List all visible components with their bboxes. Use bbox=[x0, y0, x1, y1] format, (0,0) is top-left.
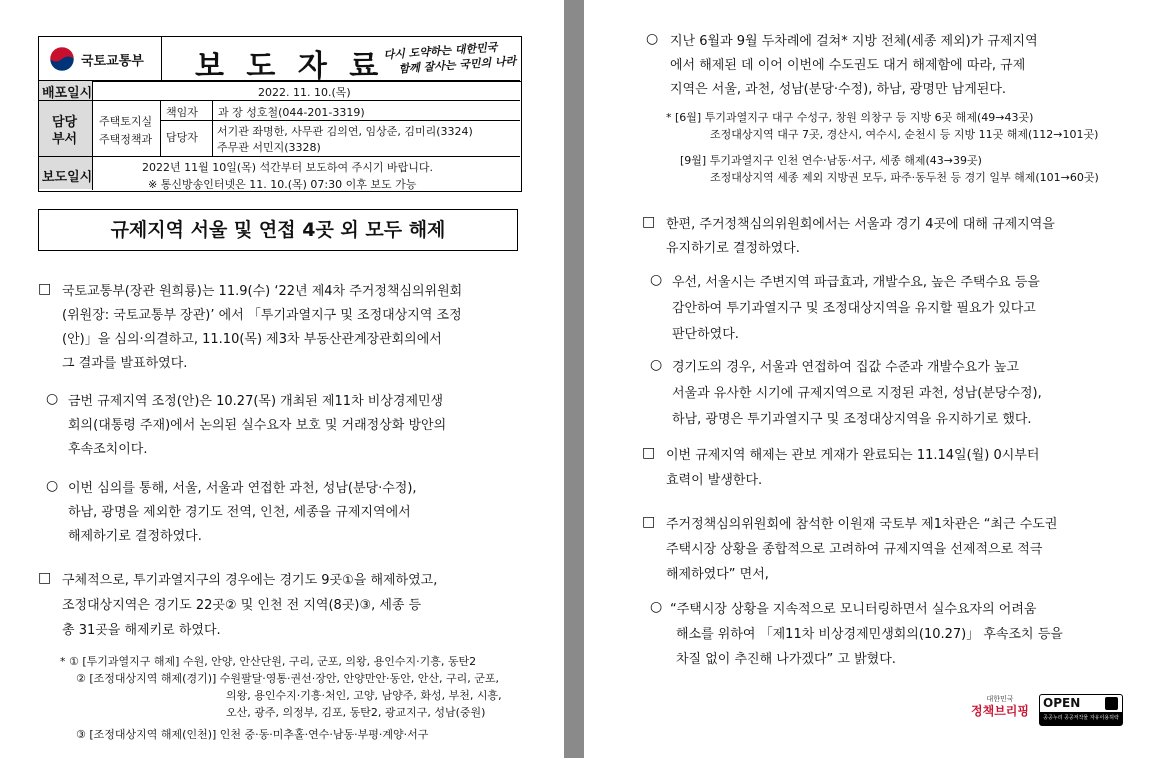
text-line: 지난 6월과 9월 두차례에 걸쳐* 지방 전체(세종 제외)가 규제지역 bbox=[670, 34, 1038, 49]
dept-name-2: 주택정책과 bbox=[99, 133, 153, 146]
text-line: 효력이 발생한다. bbox=[666, 473, 763, 488]
text-line: 국토교통부(장관 원희룡)는 11.9(수) ‘22년 제4차 주거정책심의위원회 bbox=[62, 284, 463, 299]
release-label: 보도일시 bbox=[42, 170, 93, 185]
text-line: 해제하기로 결정하였다. bbox=[68, 529, 202, 544]
right-paragraph-1 bbox=[670, 30, 1038, 102]
resp-value: 과 장 성호철(044-201-3319) bbox=[218, 106, 365, 119]
footnote-1: * ① [투기과열지구 해제] 수원, 안양, 안산단원, 구리, 군포, 의왕, 용인수지·기흥, 동탄2 bbox=[60, 655, 477, 668]
slogan bbox=[383, 38, 517, 77]
right-paragraph-7 bbox=[670, 597, 1063, 672]
briefing-text: 정책브리핑 bbox=[971, 704, 1029, 718]
text-line: 감안하여 투기과열지구 및 조정대상지역을 유지할 필요가 있다고 bbox=[672, 301, 1036, 316]
text-line: 한편, 주거정책심의위원회에서는 서울과 경기 4곳에 대해 규제지역을 bbox=[666, 217, 1055, 232]
dept-name-1: 주택토지실 bbox=[99, 115, 153, 128]
text-line: [9월] 투기과열지구 인천 연수·남동·서구, 세종 해제(43→39곳) bbox=[680, 154, 982, 167]
right-paragraph-2 bbox=[666, 213, 1055, 261]
text-line: “주택시장 상황을 지속적으로 모니터링하면서 실수요자의 어려움 bbox=[670, 602, 1037, 617]
text-line: 주거정책심의위원회에 참석한 이원재 국토부 제1차관은 “최근 수도권 bbox=[666, 517, 1058, 532]
resp-label: 책임자 bbox=[166, 106, 198, 119]
doc-type-title: 보 도 자 료 bbox=[195, 49, 385, 84]
text-line: 서울과 유사한 시기에 규제지역으로 지정된 과천, 성남(분당수정), bbox=[672, 386, 1042, 401]
staff-value-2: 주무관 서민지(3328) bbox=[217, 141, 321, 154]
text-line: 의왕, 용인수지·기흥·처인, 고양, 남양주, 화성, 부천, 시흥, bbox=[226, 689, 502, 702]
text-line: 해소를 위하여 「제11차 비상경제민생회의(10.27)」 후속조치 등을 bbox=[676, 627, 1063, 642]
dept-label-1: 담당 bbox=[52, 115, 78, 130]
text-line: 그 결과를 발표하였다. bbox=[62, 356, 188, 371]
right-paragraph-6 bbox=[666, 512, 1057, 587]
text-line: 조정대상지역 대구 7곳, 경산시, 여수시, 순천시 등 지방 11곳 해제(112→101곳) bbox=[710, 128, 1099, 141]
page-right bbox=[584, 0, 1165, 758]
square-bullet-icon: □ bbox=[642, 445, 656, 461]
square-bullet-icon: □ bbox=[38, 570, 52, 586]
open-label: OPEN bbox=[1043, 696, 1081, 710]
text-line: 경기도의 경우, 서울과 연접하여 집값 수준과 개발수요가 높고 bbox=[672, 360, 1020, 375]
text-line: 이번 심의를 통해, 서울, 서울과 연접한 과천, 성남(분당·수정), bbox=[68, 481, 417, 496]
text-line: 우선, 서울시는 주변지역 파급효과, 개발수요, 높은 주택수요 등을 bbox=[672, 275, 1040, 290]
staff-label: 담당자 bbox=[166, 131, 198, 144]
text-line: 회의(대통령 주재)에서 논의된 실수요자 보호 및 거래정상화 방안의 bbox=[68, 418, 447, 433]
text-line: 오산, 광주, 의정부, 김포, 동탄2, 광교지구, 성남(중원) bbox=[226, 706, 486, 719]
text-line: 지역은 서울, 과천, 성남(분당·수정), 하남, 광명만 남게된다. bbox=[670, 82, 1007, 97]
dist-label: 배포일시 bbox=[42, 86, 93, 101]
text-line: 판단하였다. bbox=[672, 327, 739, 342]
circle-bullet-icon: ○ bbox=[46, 391, 59, 407]
policy-briefing-logo bbox=[968, 694, 1032, 724]
text-line: (위원장: 국토교통부 장관)’ 에서 「투기과열지구 및 조정대상지역 조정 bbox=[62, 308, 462, 323]
text-line: 주택시장 상황을 종합적으로 고려하여 규제지역을 선제적으로 적극 bbox=[666, 542, 1043, 557]
left-paragraph-2 bbox=[68, 390, 446, 462]
open-sub: 공공누리 공공저작물 자유이용허락 bbox=[1040, 712, 1122, 725]
page-gutter bbox=[564, 0, 584, 758]
text-line: 금번 규제지역 조정(안)은 10.27(목) 개최된 제11차 비상경제민생 bbox=[68, 394, 444, 409]
square-bullet-icon: □ bbox=[38, 281, 52, 297]
text-line: 총 31곳을 해제키로 하였다. bbox=[62, 623, 221, 638]
release-value-2: ※ 통신방송인터넷은 11. 10.(목) 07:30 이후 보도 가능 bbox=[148, 178, 417, 191]
text-line: * [6월] 투기과열지구 대구 수성구, 창원 의창구 등 지방 6곳 해제(49→43곳) bbox=[666, 111, 1034, 124]
circle-bullet-icon: ○ bbox=[650, 357, 663, 373]
footnote-3: ③ [조정대상지역 해제(인천)] 인천 중·동·미추홀·연수·남동·부평·계양·서구 bbox=[76, 728, 429, 741]
open-license-badge bbox=[1039, 694, 1123, 726]
right-footnote-b bbox=[680, 152, 1099, 186]
slogan-line-2: 함께 잘사는 국민의 나라 bbox=[398, 54, 517, 76]
headline: 규제지역 서울 및 연접 4곳 외 모두 해제 bbox=[110, 219, 446, 241]
ministry-name: 국토교통부 bbox=[81, 54, 144, 69]
left-paragraph-1 bbox=[62, 280, 462, 376]
right-paragraph-4 bbox=[672, 355, 1042, 433]
text-line: (안)」을 심의·의결하고, 11.10(목) 제3차 부동산관계장관회의에서 bbox=[62, 332, 442, 347]
circle-bullet-icon: ○ bbox=[46, 478, 59, 494]
text-line: 하남, 광명은 투기과열지구 및 조정대상지역을 유지하기로 했다. bbox=[672, 412, 1032, 427]
left-paragraph-3 bbox=[68, 477, 417, 549]
page-left bbox=[0, 0, 564, 758]
text-line: 구체적으로, 투기과열지구의 경우에는 경기도 9곳①을 해제하였고, bbox=[62, 573, 438, 588]
ministry-logo-icon bbox=[49, 46, 75, 72]
text-line: 조정대상지역은 경기도 22곳② 및 인천 전 지역(8곳)③, 세종 등 bbox=[62, 598, 422, 613]
circle-bullet-icon: ○ bbox=[650, 272, 663, 288]
circle-bullet-icon: ○ bbox=[650, 599, 663, 615]
text-line: 후속조치이다. bbox=[68, 442, 148, 457]
staff-value-1: 서기관 좌명한, 사무관 김의연, 임상준, 김미리(3324) bbox=[217, 125, 473, 138]
square-bullet-icon: □ bbox=[642, 514, 656, 530]
text-line: 하남, 광명을 제외한 경기도 전역, 인천, 세종을 규제지역에서 bbox=[68, 505, 411, 520]
text-line: 해제하였다” 면서, bbox=[666, 567, 769, 582]
text-line: 이번 규제지역 해제는 관보 게재가 완료되는 11.14일(월) 0시부터 bbox=[666, 448, 1040, 463]
circle-bullet-icon: ○ bbox=[646, 31, 659, 47]
person-icon bbox=[1105, 697, 1118, 710]
text-line: 유지하기로 결정하였다. bbox=[666, 241, 800, 256]
text-line: 차질 없이 추진해 나가겠다” 고 밝혔다. bbox=[676, 652, 896, 667]
ministry-cell bbox=[39, 37, 162, 81]
headline-box bbox=[38, 209, 518, 251]
dist-value: 2022. 11. 10.(목) bbox=[258, 86, 351, 99]
dept-label-2: 부서 bbox=[52, 132, 78, 147]
footnote-2 bbox=[76, 670, 502, 721]
slogan-line-1: 다시 도약하는 대한민국 bbox=[383, 40, 498, 62]
right-paragraph-3 bbox=[672, 270, 1040, 348]
right-paragraph-5 bbox=[666, 443, 1039, 493]
right-footnote-a bbox=[666, 109, 1098, 143]
text-line: 에서 해제된 데 이어 이번에 수도권도 대거 해제함에 따라, 규제 bbox=[670, 58, 1026, 73]
text-line: ② [조정대상지역 해제(경기)] 수원팔달·영통·권선·장안, 안양만안·동안, 안산, 구리, 군포, bbox=[76, 672, 500, 685]
briefing-top: 대한민국 bbox=[986, 695, 1014, 703]
left-paragraph-4 bbox=[62, 568, 437, 643]
release-value-1: 2022년 11월 10일(목) 석간부터 보도하여 주시기 바랍니다. bbox=[142, 161, 433, 174]
text-line: 조정대상지역 세종 제외 지방권 모두, 파주·동두천 등 경기 일부 해제(101→60곳) bbox=[710, 171, 1099, 184]
square-bullet-icon: □ bbox=[642, 214, 656, 230]
